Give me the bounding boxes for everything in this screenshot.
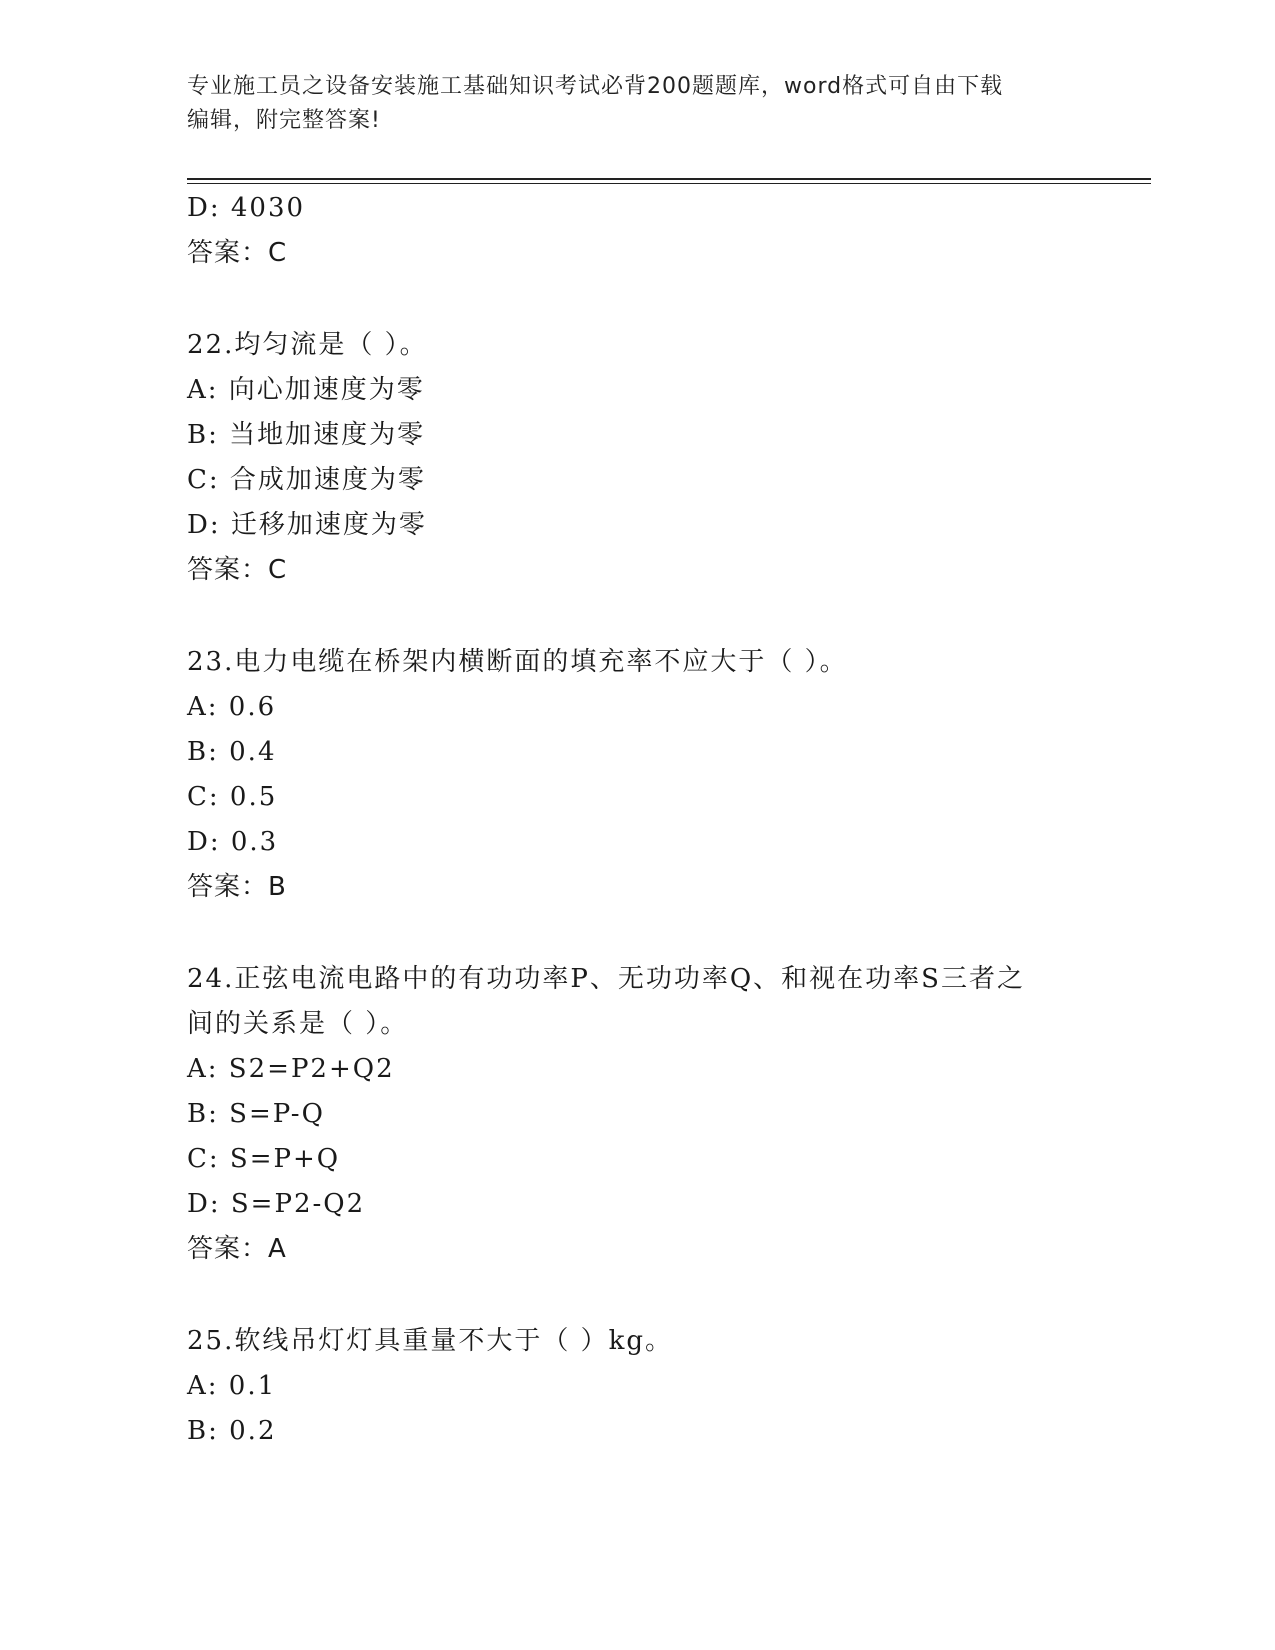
option-a: A: S2=P2+Q2 — [187, 1054, 395, 1084]
prev-question-option-d: D: 4030 — [187, 193, 306, 223]
question-22 — [187, 323, 1087, 593]
header-divider-thin — [187, 183, 1151, 184]
question-25 — [187, 1319, 1087, 1454]
question-list — [187, 186, 1087, 1454]
option-a: A: 向心加速度为零 — [187, 375, 425, 405]
question-stem: 25.软线吊灯灯具重量不大于（ ）kg。 — [187, 1326, 674, 1356]
answer-line: 答案：B — [187, 872, 287, 902]
spacer — [187, 1272, 1087, 1319]
question-stem-line-2: 间的关系是（ ）。 — [187, 1009, 409, 1039]
option-c: C: S=P+Q — [187, 1144, 341, 1174]
question-24 — [187, 957, 1087, 1272]
spacer — [187, 276, 1087, 323]
option-d: D: S=P2-Q2 — [187, 1189, 366, 1219]
header-divider-thick — [187, 178, 1151, 180]
header-title-line-2: 编辑，附完整答案! — [187, 108, 381, 133]
prev-question-answer: 答案：C — [187, 238, 288, 268]
answer-line: 答案：C — [187, 555, 288, 585]
answer-line: 答案：A — [187, 1234, 287, 1264]
question-stem: 22.均匀流是（ ）。 — [187, 330, 428, 360]
spacer — [187, 910, 1087, 957]
option-b: B: 0.4 — [187, 737, 277, 767]
question-stem-line-1: 24.正弦电流电路中的有功功率P、无功功率Q、和视在功率S三者之 — [187, 964, 1025, 994]
question-stem: 23.电力电缆在桥架内横断面的填充率不应大于（ ）。 — [187, 647, 848, 677]
spacer — [187, 593, 1087, 640]
option-a: A: 0.6 — [187, 692, 277, 722]
option-d: D: 0.3 — [187, 827, 279, 857]
document-header — [187, 70, 1067, 138]
option-c: C: 合成加速度为零 — [187, 465, 426, 495]
option-d: D: 迁移加速度为零 — [187, 510, 427, 540]
question-23 — [187, 640, 1087, 910]
option-a: A: 0.1 — [187, 1371, 277, 1401]
option-b: B: 当地加速度为零 — [187, 420, 426, 450]
option-b: B: 0.2 — [187, 1416, 277, 1446]
option-c: C: 0.5 — [187, 782, 278, 812]
header-title-line-1: 专业施工员之设备安装施工基础知识考试必背200题题库，word格式可自由下载 — [187, 74, 1004, 99]
option-b: B: S=P-Q — [187, 1099, 325, 1129]
